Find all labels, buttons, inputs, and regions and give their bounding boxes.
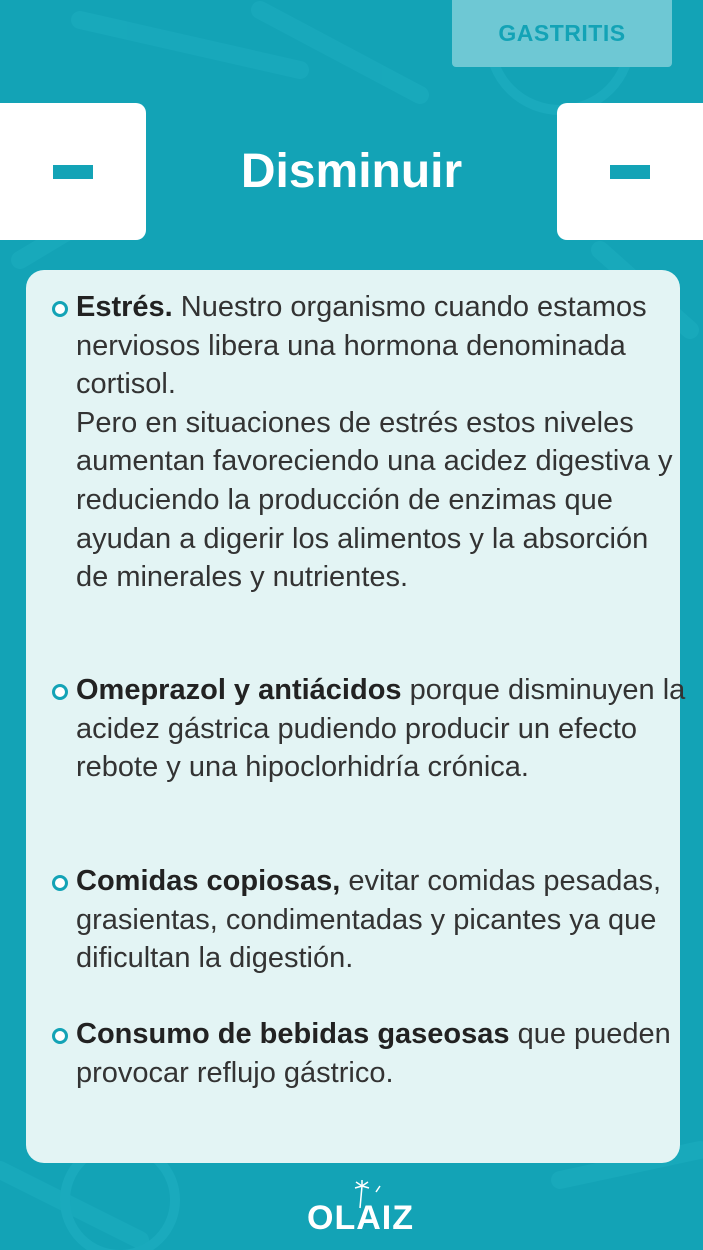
item-text: Nuestro organismo cuando estamos nerviosos libera una hormona denominada cortisol. bbox=[76, 291, 647, 401]
minus-icon bbox=[610, 165, 650, 179]
list-item-omeprazol bbox=[76, 671, 686, 787]
item-text: evitar comidas pesadas, grasientas, condimentadas y picantes ya que dificultan la digestión. bbox=[76, 865, 662, 975]
category-tag bbox=[452, 0, 672, 67]
item-heading: Consumo de bebidas gaseosas bbox=[76, 1018, 510, 1050]
brand-logo: OLAIZ bbox=[307, 1199, 414, 1237]
list-item-bebidas bbox=[76, 1015, 686, 1092]
item-heading: Comidas copiosas, bbox=[76, 865, 341, 897]
item-text: porque disminuyen la acidez gástrica pudiendo producir un efecto rebote y una hipoclorhidría crónica. bbox=[76, 674, 686, 784]
content-card bbox=[26, 270, 686, 1163]
item-heading: Estrés. bbox=[76, 291, 173, 323]
list-item-comidas bbox=[76, 862, 686, 978]
minus-box-left bbox=[0, 103, 146, 240]
list-item-estres bbox=[76, 288, 686, 597]
item-heading: Omeprazol y antiácidos bbox=[76, 674, 402, 706]
page-title: Disminuir bbox=[240, 145, 463, 198]
minus-icon bbox=[53, 165, 93, 179]
bullet-icon bbox=[52, 1028, 68, 1044]
bullet-icon bbox=[52, 684, 68, 700]
item-text-continued: Pero en situaciones de estrés estos niveles aumentan favoreciendo una acidez digestiva y reduciendo la producción de enzimas que ayudan a digerir los alimentos y la absorción de minerales y nutrientes. bbox=[76, 406, 673, 594]
bullet-icon bbox=[52, 875, 68, 891]
minus-box-right bbox=[557, 103, 703, 240]
item-text: que pueden provocar reflujo gástrico. bbox=[76, 1018, 671, 1089]
bullet-icon bbox=[52, 301, 68, 317]
category-tag-label: GASTRITIS bbox=[498, 20, 626, 46]
